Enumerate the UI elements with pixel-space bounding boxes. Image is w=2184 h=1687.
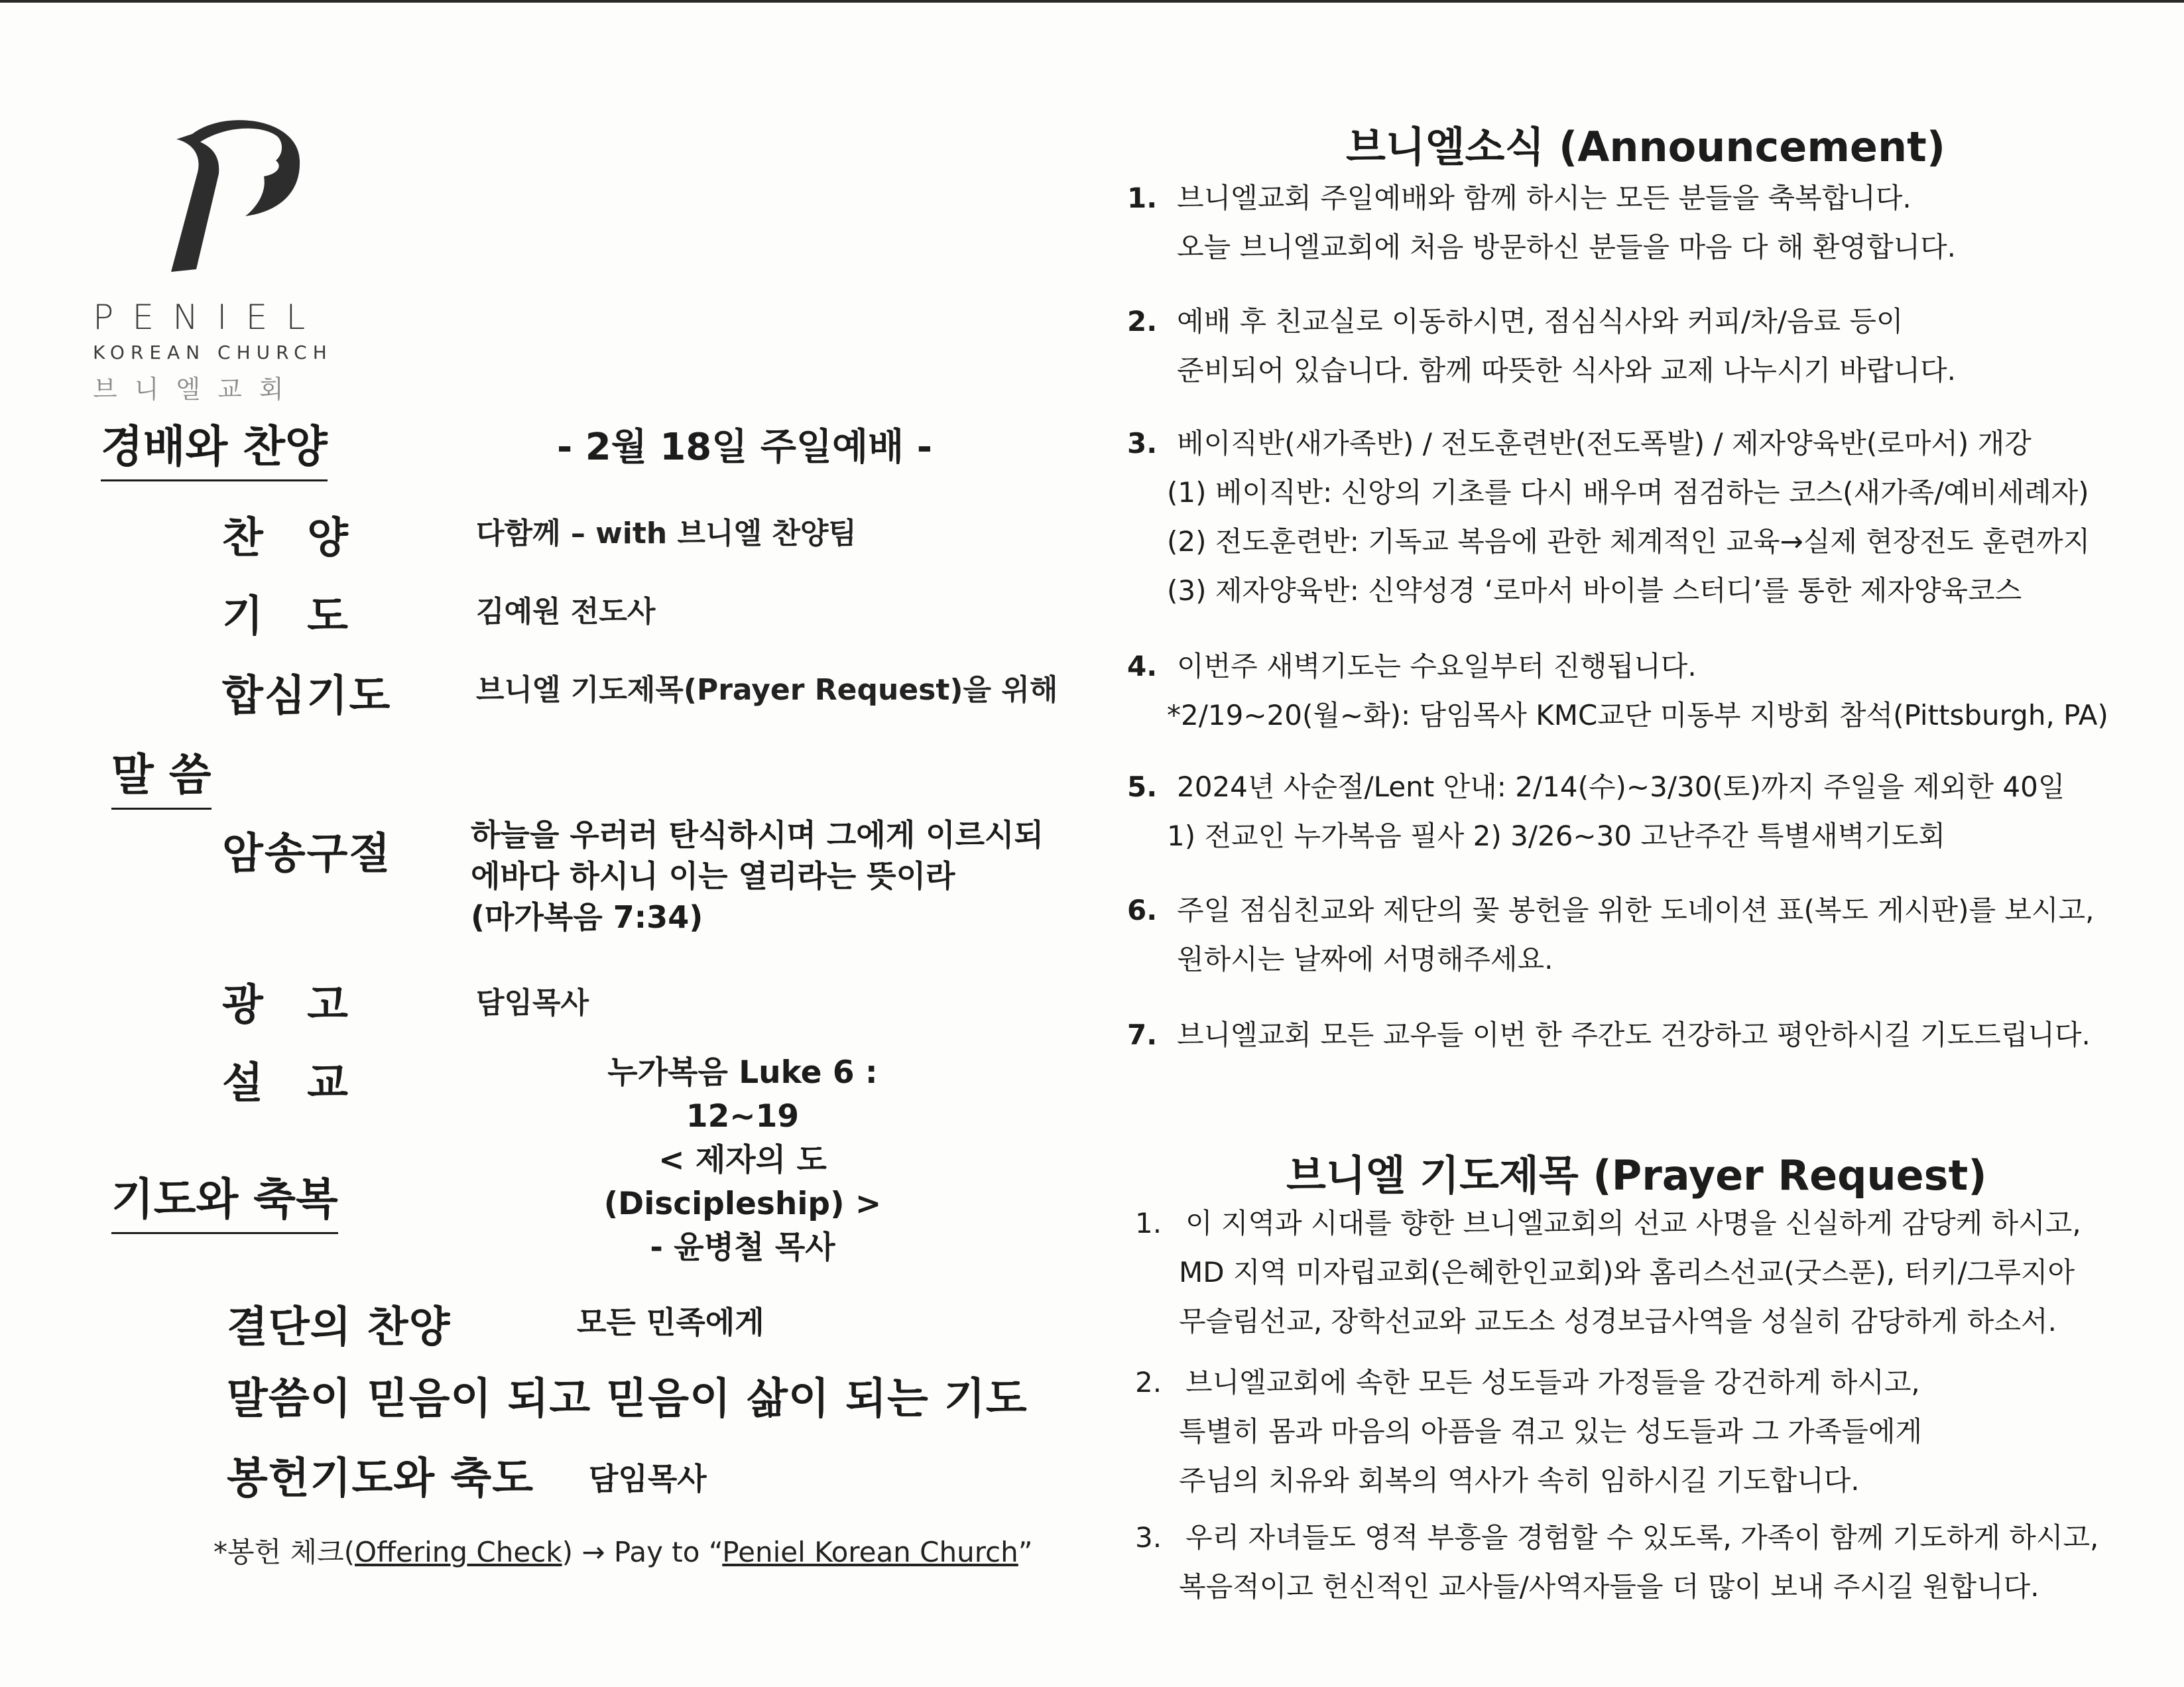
- peniel-p-emblem-icon: [146, 113, 305, 275]
- offering-note-suffix: ”: [1018, 1536, 1033, 1568]
- item-number: 1.: [1135, 1207, 1162, 1239]
- logo-korean: 브니엘교회: [93, 375, 301, 404]
- memory-verse-line: 하늘을 우러러 탄식하시며 그에게 이르시되: [471, 817, 1044, 853]
- item-line: 주일 점심친교와 제단의 꽃 봉헌을 위한 도네이션 표(복도 게시판)를 보시고,: [1177, 894, 2094, 926]
- memory-verse: [471, 814, 1044, 938]
- announcement-item: [1127, 763, 2065, 861]
- announcement-item: [1127, 174, 1956, 272]
- memory-verse-reference: (마가복음 7:34): [471, 899, 703, 935]
- item-subline: (2) 전도훈련반: 기독교 복음에 관한 체계적인 교육→실제 현장전도 훈련까지: [1167, 525, 2091, 558]
- prayer-request-item: [1135, 1199, 2081, 1346]
- item-line: 주님의 치유와 회복의 역사가 속히 임하시길 기도합니다.: [1179, 1464, 1860, 1497]
- top-border: [0, 0, 2184, 3]
- section-title-worship: 경배와 찬양: [101, 411, 328, 481]
- item-line: MD 지역 미자립교회(은혜한인교회)와 홈리스선교(굿스푼), 터키/그루지아: [1179, 1256, 2075, 1288]
- church-logo: [93, 113, 345, 405]
- item-line: 특별히 몸과 마음의 아픔을 겪고 있는 성도들과 그 가족들에게: [1179, 1415, 1923, 1448]
- item-line: 복음적이고 헌신적인 교사들/사역자들을 더 많이 보내 주시길 원합니다.: [1179, 1570, 2039, 1603]
- item-number: 1.: [1127, 182, 1158, 214]
- item-line: 준비되어 있습니다. 함께 따뜻한 식사와 교제 나누시기 바랍니다.: [1177, 354, 1957, 387]
- announcement-item: [1127, 297, 1956, 395]
- order-label-announcement: 광 고: [222, 981, 363, 1030]
- prayer-request-item: [1135, 1358, 1922, 1505]
- item-number: 2.: [1127, 305, 1158, 338]
- item-line: 베이직반(새가족반) / 전도훈련반(전도폭발) / 제자양육반(로마서) 개강: [1177, 427, 2032, 460]
- announcement-item: [1127, 642, 2108, 740]
- item-number: 2.: [1135, 1366, 1162, 1399]
- item-line: 이 지역과 시대를 향한 브니엘교회의 선교 사명을 신실하게 감당케 하시고,: [1185, 1207, 2081, 1239]
- item-number: 3.: [1127, 427, 1158, 460]
- item-line: 오늘 브니엘교회에 처음 방문하신 분들을 마음 다 해 환영합니다.: [1177, 231, 1957, 263]
- item-number: 5.: [1127, 771, 1158, 803]
- item-number: 3.: [1135, 1521, 1162, 1554]
- announcement-item: [1127, 1011, 2091, 1060]
- order-label-memory-verse: 암송구절: [222, 830, 392, 879]
- item-subline: (1) 베이직반: 신앙의 기초를 다시 배우며 점검하는 코스(새가족/예비세례자): [1167, 476, 2089, 509]
- item-line: 원하시는 날짜에 서명해주세요.: [1177, 943, 1553, 975]
- item-line: 브니엘교회 모든 교우들 이번 한 주간도 건강하고 평안하시길 기도드립니다.: [1177, 1019, 2091, 1051]
- item-subline: (3) 제자양육반: 신약성경 ‘로마서 바이블 스터디’를 통한 제자양육코스: [1167, 574, 2022, 607]
- order-value-praise: 다함께 – with 브니엘 찬양팀: [476, 517, 857, 550]
- order-value-joint-prayer: 브니엘 기도제목(Prayer Request)을 위해: [476, 673, 1058, 707]
- service-date: - 2월 18일 주일예배 -: [557, 426, 932, 469]
- section-title-blessing: 기도와 축복: [111, 1164, 338, 1234]
- order-label-sermon: 설 교: [222, 1059, 363, 1108]
- offering-check-note: [213, 1531, 1033, 1570]
- announcement-item: [1127, 886, 2094, 984]
- logo-subtitle: KOREAN CHURCH: [93, 342, 333, 363]
- item-number: 4.: [1127, 650, 1158, 682]
- order-value-announcement: 담임목사: [476, 986, 589, 1020]
- item-line: 무슬림선교, 장학선교와 교도소 성경보급사역을 성실히 감당하게 하소서.: [1179, 1305, 2057, 1338]
- prayer-requests-title: 브니엘 기도제목 (Prayer Request): [1286, 1151, 1987, 1200]
- item-line: 이번주 새벽기도는 수요일부터 진행됩니다.: [1177, 650, 1697, 682]
- closing-prayer-line: 말씀이 믿음이 되고 믿음이 삶이 되는 기도: [227, 1375, 1028, 1424]
- item-subline: 1) 전교인 누가복음 필사 2) 3/26~30 고난주간 특별새벽기도회: [1167, 820, 1946, 852]
- item-number: 7.: [1127, 1019, 1158, 1051]
- prayer-request-item: [1135, 1513, 2098, 1611]
- order-value-offering: 담임목사: [589, 1461, 707, 1497]
- section-title-word: 말 씀: [111, 739, 212, 810]
- item-line: 브니엘교회에 속한 모든 성도들과 가정들을 강건하게 하시고,: [1185, 1366, 1920, 1399]
- announcement-item: [1127, 419, 2090, 615]
- order-label-praise: 찬 양: [222, 514, 363, 563]
- offering-note-prefix: *봉헌 체크(: [213, 1536, 355, 1568]
- sermon-info: [570, 1051, 915, 1270]
- item-line: 예배 후 친교실로 이동하시면, 점심식사와 커피/차/음료 등이: [1177, 305, 1904, 338]
- order-label-joint-prayer: 합심기도: [222, 672, 392, 721]
- item-number: 6.: [1127, 894, 1158, 926]
- order-label-hymn: 결단의 찬양: [227, 1303, 451, 1352]
- sermon-title: < 제자의 도 (Discipleship) >: [603, 1142, 882, 1222]
- sermon-scripture: 누가복음 Luke 6 : 12~19: [607, 1054, 878, 1135]
- item-line: 브니엘교회 주일예배와 함께 하시는 모든 분들을 축복합니다.: [1177, 182, 1911, 214]
- order-label-prayer: 기 도: [222, 592, 363, 641]
- order-value-prayer: 김예원 전도사: [476, 595, 656, 629]
- order-label-offering: 봉헌기도와 축도: [227, 1454, 534, 1503]
- offering-check-text: Offering Check: [355, 1536, 562, 1568]
- logo-name: PENIEL: [93, 298, 324, 338]
- order-value-hymn: 모든 민족에게: [577, 1304, 764, 1340]
- item-line: 2024년 사순절/Lent 안내: 2/14(수)~3/30(토)까지 주일을 제외한 40일: [1177, 771, 2065, 803]
- announcements-title: 브니엘소식 (Announcement): [1346, 123, 1946, 171]
- sermon-preacher: - 윤병철 목사: [650, 1229, 835, 1266]
- memory-verse-line: 에바다 하시니 이는 열리라는 뜻이라: [471, 858, 955, 894]
- offering-note-middle: ) → Pay to “: [562, 1536, 723, 1568]
- item-line: 우리 자녀들도 영적 부흥을 경험할 수 있도록, 가족이 함께 기도하게 하시고,: [1185, 1521, 2099, 1554]
- item-subline: *2/19~20(월~화): 담임목사 KMC교단 미동부 지방회 참석(Pittsburgh, PA): [1167, 699, 2108, 731]
- offering-payee: Peniel Korean Church: [722, 1536, 1018, 1568]
